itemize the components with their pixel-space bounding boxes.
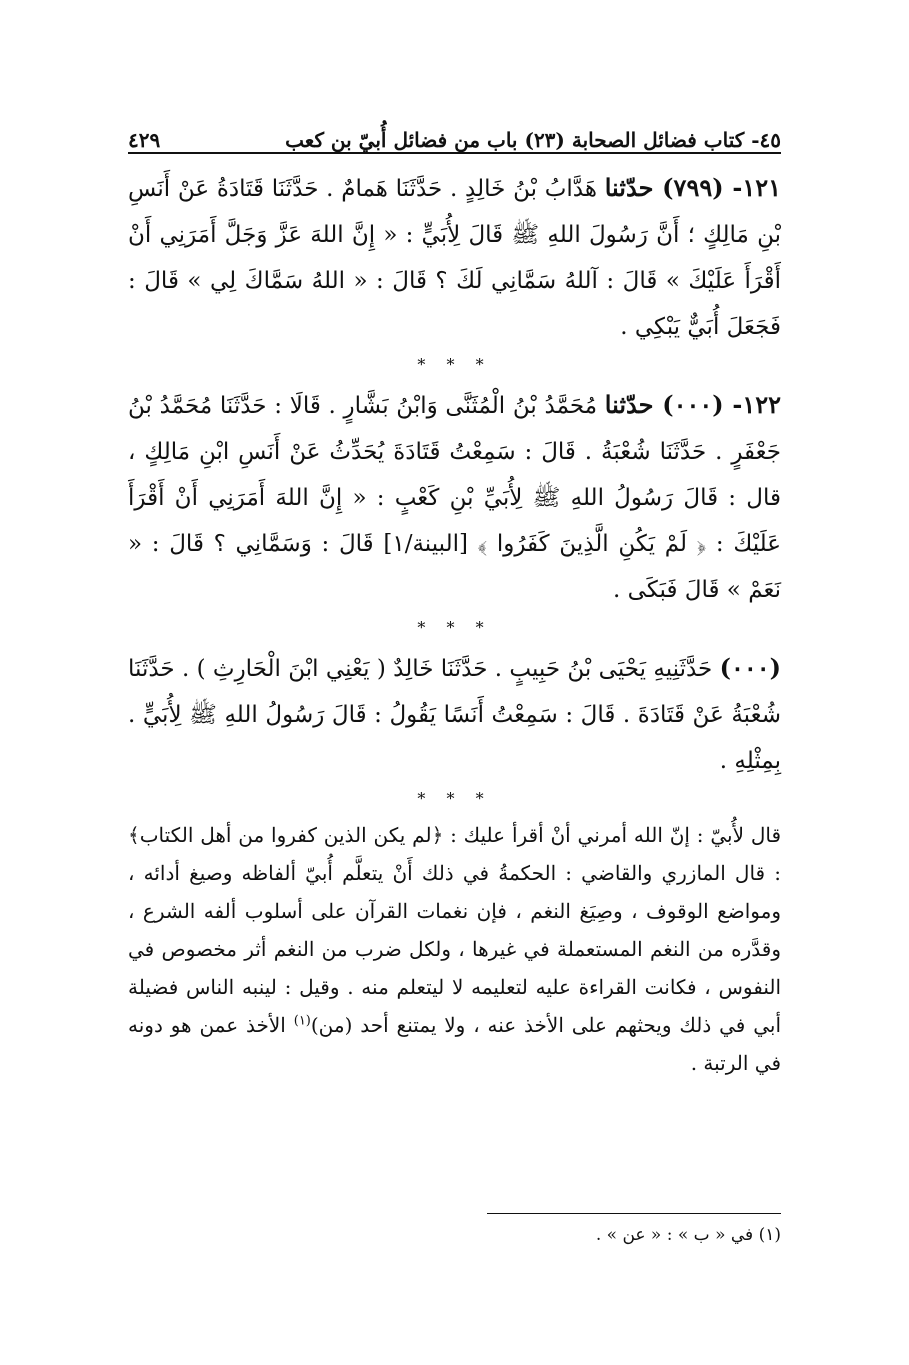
page-number: ٤٢٩	[128, 128, 161, 152]
section-separator: * * *	[417, 355, 492, 374]
section-separator: * * *	[417, 789, 492, 808]
footnote: (١) في « ب » : « عن » .	[595, 1225, 781, 1245]
running-header	[128, 112, 781, 152]
commentary-text: قال لأُبيّ : إنّ الله أمرني أنْ أقرأ عليك : ﴿لم يكن الذين كفروا من أهل الكتاب﴾ : قال المازري والقاضي : الحكمةُ في ذلك أَنْ يتعلَّم أُبيّ ألفاظه وصيغ أدائه ، ومواضع الوقوف ، وصِيَغ النغم ، فإن نغمات القرآن على أسلوب ألفه الشرع ، وقدَّره من النغم المستعملة في غيرها ، ولكل ضرب من النغم أثر مخصوص في النفوس ، فكانت القراءة عليه لتعليمه لا ليتعلم منه . وقيل : لينبه الناس فضيلة أبي في ذلك ويحثهم على الأخذ عنه ، ولا يمتنع أحد (من)	[128, 823, 781, 1037]
hadith-number: ١٢٢- (٠٠٠) حدّثنا	[604, 390, 781, 419]
footnote-rule	[487, 1213, 781, 1214]
footnote-reference: (١)	[293, 1013, 311, 1029]
hadith-text: حَدَّثَنِيهِ يَحْيَى بْنُ حَبِيبٍ . حَدَّثَنَا خَالِدٌ ( يَعْنِي ابْنَ الْحَارِثِ ) . حَدَّثَنَا شُعْبَةُ عَنْ قَتَادَةَ . قَالَ : سَمِعْتُ أَنَسًا يَقُولُ : قَالَ رَسُولُ اللهِ ﷺ لِأُبَيٍّ . بِمِثْلِهِ .	[128, 656, 781, 774]
hadith-text: هَدَّابُ بْنُ خَالِدٍ . حَدَّثَنَا هَمامٌ . حَدَّثَنَا قَتَادَةُ عَنْ أَنَسِ بْنِ مَالِكٍ ؛ أَنَّ رَسُولَ اللهِ ﷺ قَالَ لِأُبَيٍّ : « إِنَّ اللهَ عَزَّ وَجَلَّ أَمَرَنِي أَنْ أَقْرَأَ عَلَيْكَ » قَالَ : آللهُ سَمَّانِي لَكَ ؟ قَالَ : « اللهُ سَمَّاكَ لِي » قَالَ : فَجَعَلَ أُبَيٌّ يَبْكِي .	[128, 176, 781, 340]
hadith-number: (٠٠٠)	[719, 653, 781, 682]
hadith-122	[128, 382, 781, 613]
hadith-text: مُحَمَّدُ بْنُ الْمُثَنَّى وَابْنُ بَشَّارٍ . قَالَا : حَدَّثَنَا مُحَمَّدُ بْنُ جَعْفَرٍ . حَدَّثَنَا شُعْبَةُ . قَالَ : سَمِعْتُ قَتَادَةَ يُحَدِّثُ عَنْ أَنَسِ ابْنِ مَالِكٍ ، قال : قَالَ رَسُولُ اللهِ ﷺ لِأُبَيِّ بْنِ كَعْبٍ : « إِنَّ اللهَ أَمَرَنِي أَنْ أَقْرَأَ عَلَيْكَ : ﴿ لَمْ يَكُنِ الَّذِينَ كَفَرُوا ﴾ [البينة/١] قَالَ : وَسَمَّانِي ؟ قَالَ : « نَعَمْ » قَالَ فَبَكَى .	[128, 393, 781, 603]
commentary	[128, 816, 781, 1082]
hadith-number: ١٢١- (٧٩٩) حدّثنا	[604, 173, 781, 202]
header-rule	[128, 152, 781, 154]
commentary-text-end: الأخذ عمن هو دونه في الرتبة .	[128, 1013, 781, 1075]
hadith-121	[128, 165, 781, 350]
main-text	[128, 165, 781, 1082]
section-separator: * * *	[417, 618, 492, 637]
header-title: ٤٥- كتاب فضائل الصحابة (٢٣) باب من فضائل أُبيّ بن كعب	[285, 128, 781, 152]
hadith-000	[128, 645, 781, 784]
